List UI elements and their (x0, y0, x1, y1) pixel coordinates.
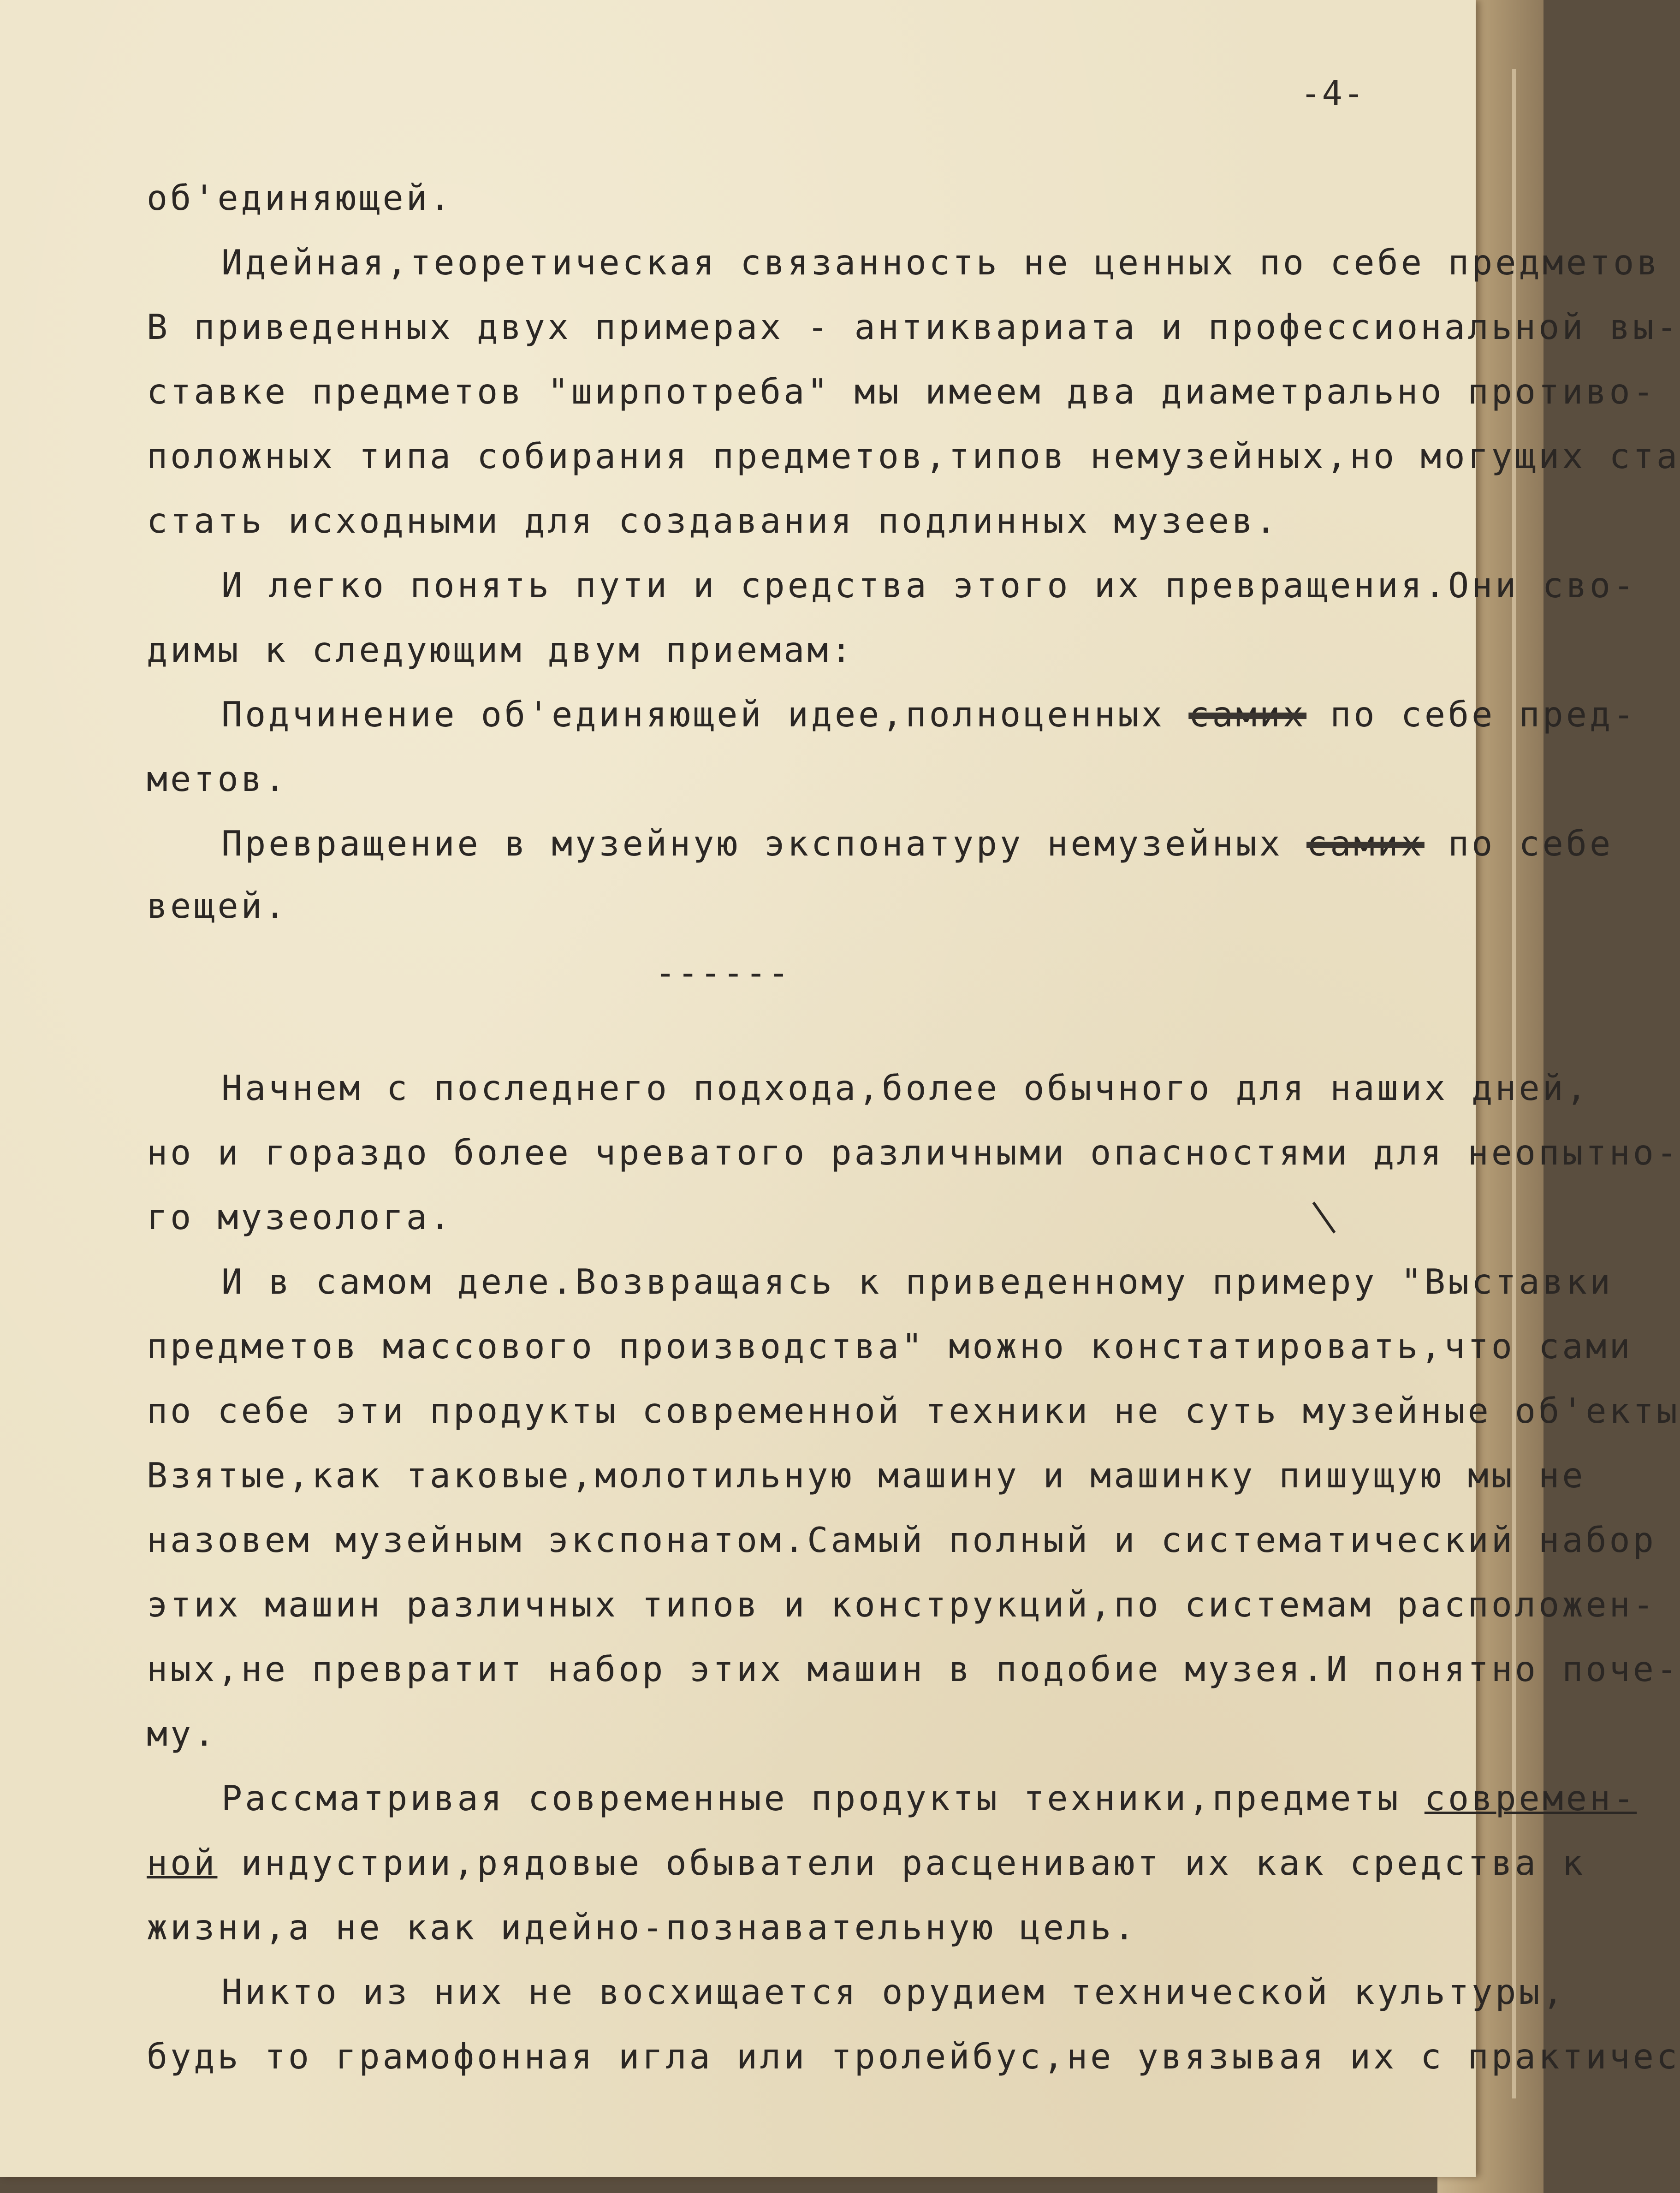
struck-word-2: самих (1306, 823, 1425, 864)
text-line-15: го музеолога. (147, 1197, 453, 1237)
text-line-12: вещей. (147, 886, 288, 926)
text-line-2: Идейная,теоретическая связанность не ценных по себе предметов (221, 242, 1661, 283)
section-separator: ------ (655, 952, 791, 993)
text-line-24 (221, 1778, 1637, 1819)
pen-mark (1312, 1202, 1336, 1234)
line-24-head: Рассматривая современные продукты техники,предметы (221, 1778, 1401, 1819)
text-line-8: димы к следующим двум приемам: (147, 630, 855, 670)
struck-word: самих (1188, 694, 1307, 735)
text-line-10: метов. (147, 759, 288, 799)
text-line-14: но и гораздо более чреватого различными опасностями для неопытно- (147, 1132, 1680, 1173)
text-line-9 (221, 694, 1637, 735)
text-line-6: стать исходными для создавания подлинных музеев. (147, 500, 1279, 541)
line-25-text: индустрии,рядовые обыватели расценивают их как средства к (241, 1842, 1586, 1883)
line-9-tail: по себе пред- (1330, 694, 1637, 735)
line-11-head: Превращение в музейную экспонатуру немузейных (221, 823, 1283, 864)
underlined-word-part1: современ- (1424, 1778, 1637, 1819)
text-line-18: по себе эти продукты современной техники не суть музейные об'екты (147, 1391, 1680, 1431)
text-line-25 (147, 1842, 1585, 1883)
page-number: -4- (1300, 74, 1365, 113)
text-line-5: положных типа собирания предметов,типов немузейных,но могущих ста (147, 436, 1680, 476)
text-line-13: Начнем с последнего подхода,более обычного для наших дней, (221, 1068, 1590, 1108)
line-11-tail: по себе (1448, 823, 1614, 864)
text-line-11 (221, 823, 1613, 864)
text-line-26: жизни,а не как идейно-познавательную цель. (147, 1907, 1138, 1948)
text-line-7: И легко понять пути и средства этого их превращения.Они сво- (221, 565, 1637, 606)
text-line-3: В приведенных двух примерах - антиквариата и профессиональной вы- (147, 307, 1680, 347)
text-line-20: назовем музейным экспонатом.Самый полный и систематический набор (147, 1520, 1656, 1560)
underlined-word-part2: ной (147, 1842, 218, 1883)
text-line-19: Взятые,как таковые,молотильную машину и машинку пишущую мы не (147, 1455, 1586, 1496)
text-line-27: Никто из них не восхищается орудием технической культуры, (221, 1972, 1566, 2012)
text-line-16: И в самом деле.Возвращаясь к приведенному примеру "Выставки (221, 1261, 1614, 1302)
text-line-1: об'единяющей. (147, 178, 453, 218)
text-line-21: этих машин различных типов и конструкций,по системам расположен- (147, 1584, 1656, 1625)
text-line-4: ставке предметов "ширпотреба" мы имеем два диаметрально противо- (147, 371, 1656, 412)
text-line-23: му. (147, 1713, 218, 1754)
line-9-head: Подчинение об'единяющей идее,полноценных (221, 694, 1165, 735)
text-line-28: будь то грамофонная игла или тролейбус,не увязывая их с практичес (147, 2036, 1680, 2077)
text-line-22: ных,не превратит набор этих машин в подобие музея.И понятно поче- (147, 1649, 1680, 1689)
text-line-17: предметов массового производства" можно констатировать,что сами (147, 1326, 1633, 1367)
